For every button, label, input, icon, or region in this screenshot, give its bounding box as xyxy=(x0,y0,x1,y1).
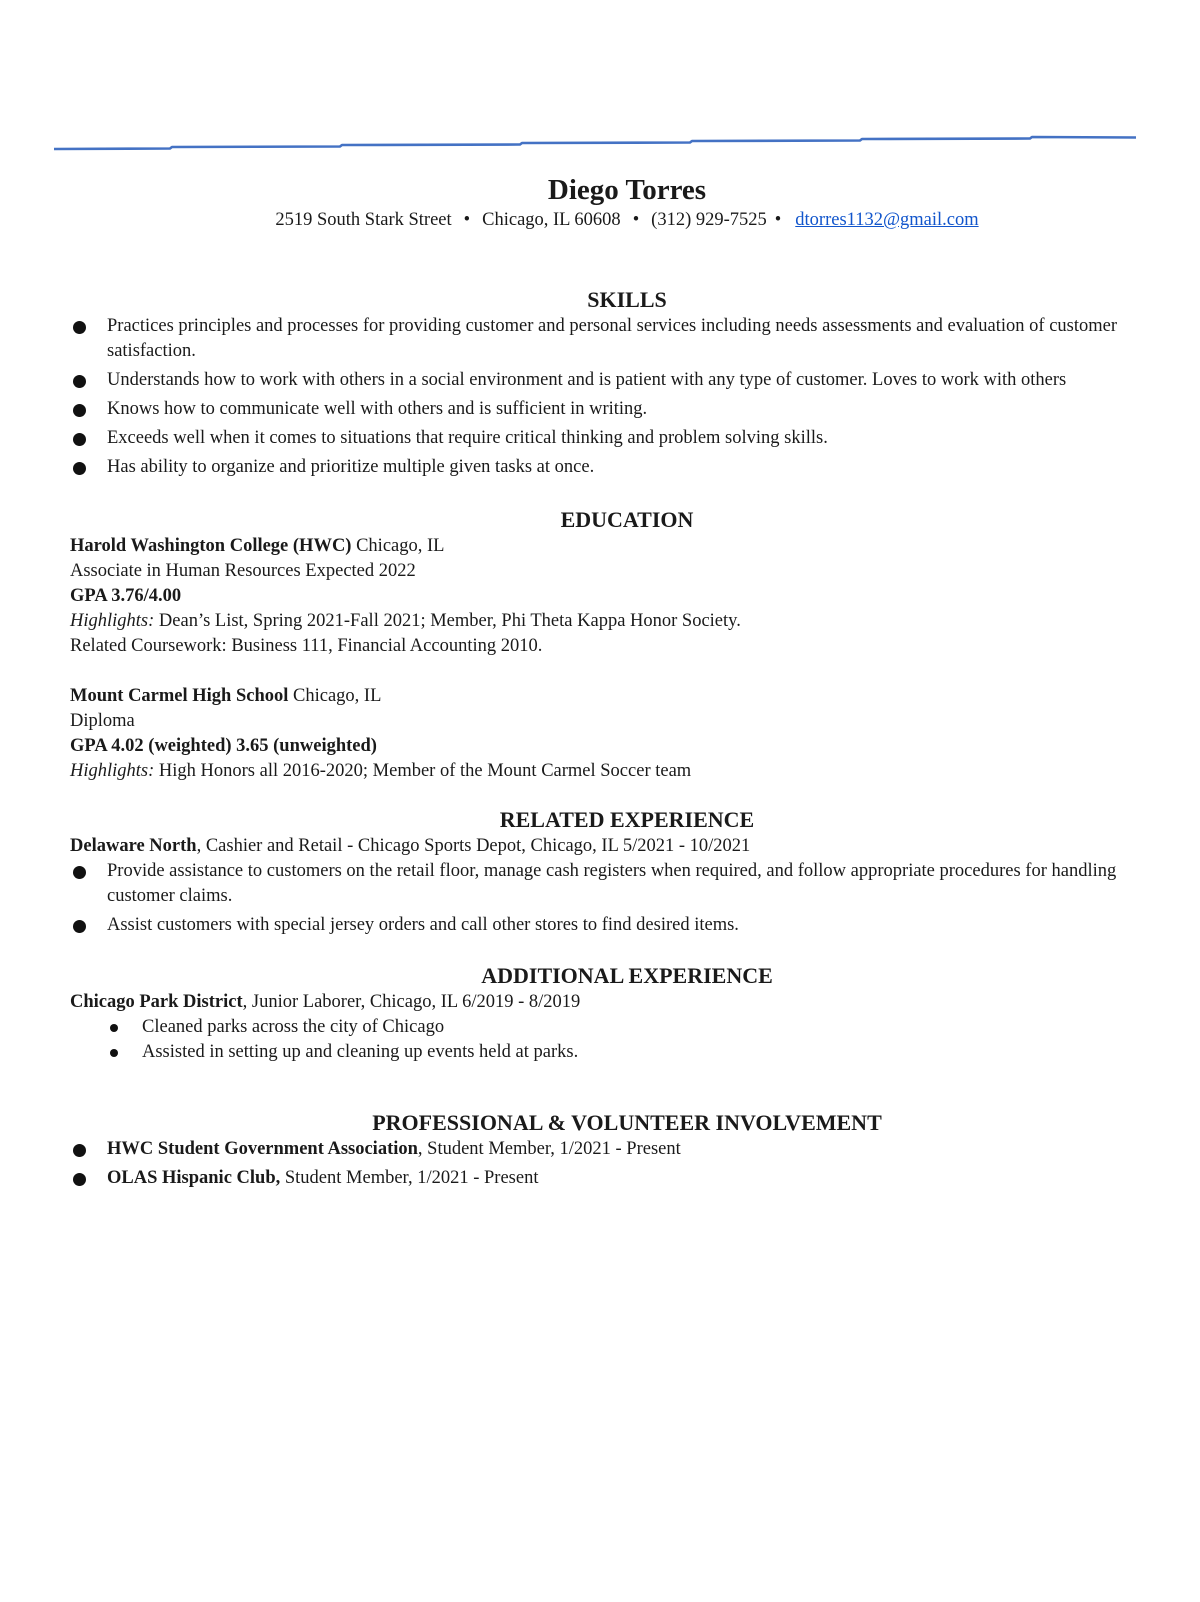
highlights-text: High Honors all 2016-2020; Member of the Mount Carmel Soccer team xyxy=(154,761,692,781)
list-item: Cleaned parks across the city of Chicago xyxy=(70,1015,1150,1040)
highlights-label: Highlights: xyxy=(70,761,155,781)
bullet-icon xyxy=(110,1024,118,1032)
org-name: HWC Student Government Association xyxy=(107,1139,418,1159)
list-item: Understands how to work with others in a social environment and is patient with any type of customer. Loves to work with others xyxy=(70,368,1150,393)
involvement-heading: PROFESSIONAL & VOLUNTEER INVOLVEMENT xyxy=(372,1110,882,1135)
employer-name: Chicago Park District xyxy=(70,992,243,1012)
related-experience-heading: RELATED EXPERIENCE xyxy=(499,807,755,832)
bullet-icon xyxy=(73,321,86,334)
list-item: Assisted in setting up and cleaning up events held at parks. xyxy=(70,1040,1150,1065)
education-heading: EDUCATION xyxy=(560,507,694,532)
list-item: Has ability to organize and prioritize multiple given tasks at once. xyxy=(70,455,1150,480)
address-text: 2519 South Stark Street xyxy=(275,210,452,230)
school-location: Chicago, IL xyxy=(351,536,445,556)
list-item xyxy=(70,1137,1150,1162)
email-link[interactable]: dtorres1132@gmail.com xyxy=(795,210,979,230)
bullet-icon xyxy=(110,1049,118,1057)
list-item: Provide assistance to customers on the retail floor, manage cash registers when required, and follow appropriate procedures for handling customer claims. xyxy=(70,859,1150,909)
bullet-icon xyxy=(73,404,86,417)
candidate-name: Diego Torres xyxy=(547,174,707,206)
education-entry-mount-carmel xyxy=(70,684,1150,784)
coursework-text: Related Coursework: Business 111, Financial Accounting 2010. xyxy=(70,636,543,656)
bullet-icon xyxy=(73,1144,86,1157)
gpa-text: GPA 4.02 (weighted) 3.65 (unweighted) xyxy=(70,736,377,756)
list-item: Exceeds well when it comes to situations that require critical thinking and problem solving skills. xyxy=(70,426,1150,451)
contact-line xyxy=(70,208,1150,232)
skills-list xyxy=(70,314,1150,480)
resume-content xyxy=(70,172,1150,1195)
involvement-list xyxy=(70,1137,1150,1191)
city-text: Chicago, IL 60608 xyxy=(482,210,621,230)
additional-experience-heading: ADDITIONAL EXPERIENCE xyxy=(481,963,773,988)
bullet-icon xyxy=(73,433,86,446)
phone-text: (312) 929-7525 xyxy=(651,210,767,230)
list-item: Practices principles and processes for providing customer and personal services including needs assessments and evaluation of customer satisfaction. xyxy=(70,314,1150,364)
header-rule-line xyxy=(0,0,1200,200)
additional-experience-list xyxy=(70,1015,1150,1065)
bullet-icon xyxy=(73,866,86,879)
bullet-icon xyxy=(73,375,86,388)
education-entry-hwc xyxy=(70,534,1150,659)
separator-dot: • xyxy=(774,210,782,230)
related-experience-list xyxy=(70,859,1150,938)
degree-text: Associate in Human Resources Expected 2022 xyxy=(70,561,416,581)
highlights-text: Dean’s List, Spring 2021-Fall 2021; Member, Phi Theta Kappa Honor Society. xyxy=(154,611,741,631)
job-line xyxy=(70,990,1150,1015)
highlights-label: Highlights: xyxy=(70,611,155,631)
gpa-text: GPA 3.76/4.00 xyxy=(70,586,182,606)
org-role: , Student Member, 1/2021 - Present xyxy=(417,1139,681,1159)
school-location: Chicago, IL xyxy=(288,686,382,706)
school-name: Harold Washington College (HWC) xyxy=(70,536,352,556)
skills-heading: SKILLS xyxy=(587,287,667,312)
employer-name: Delaware North xyxy=(70,836,197,856)
school-name: Mount Carmel High School xyxy=(70,686,289,706)
job-details: , Cashier and Retail - Chicago Sports Depot, Chicago, IL 5/2021 - 10/2021 xyxy=(196,836,751,856)
bullet-icon xyxy=(73,1173,86,1186)
org-role: Student Member, 1/2021 - Present xyxy=(280,1168,539,1188)
separator-dot: • xyxy=(632,210,640,230)
list-item: Assist customers with special jersey orders and call other stores to find desired items. xyxy=(70,913,1150,938)
list-item: Knows how to communicate well with others and is sufficient in writing. xyxy=(70,397,1150,422)
separator-dot: • xyxy=(463,210,471,230)
bullet-icon xyxy=(73,920,86,933)
org-name: OLAS Hispanic Club, xyxy=(107,1168,281,1188)
job-line xyxy=(70,834,1150,859)
degree-text: Diploma xyxy=(70,711,135,731)
bullet-icon xyxy=(73,462,86,475)
list-item xyxy=(70,1166,1150,1191)
job-details: , Junior Laborer, Chicago, IL 6/2019 - 8/2019 xyxy=(242,992,581,1012)
